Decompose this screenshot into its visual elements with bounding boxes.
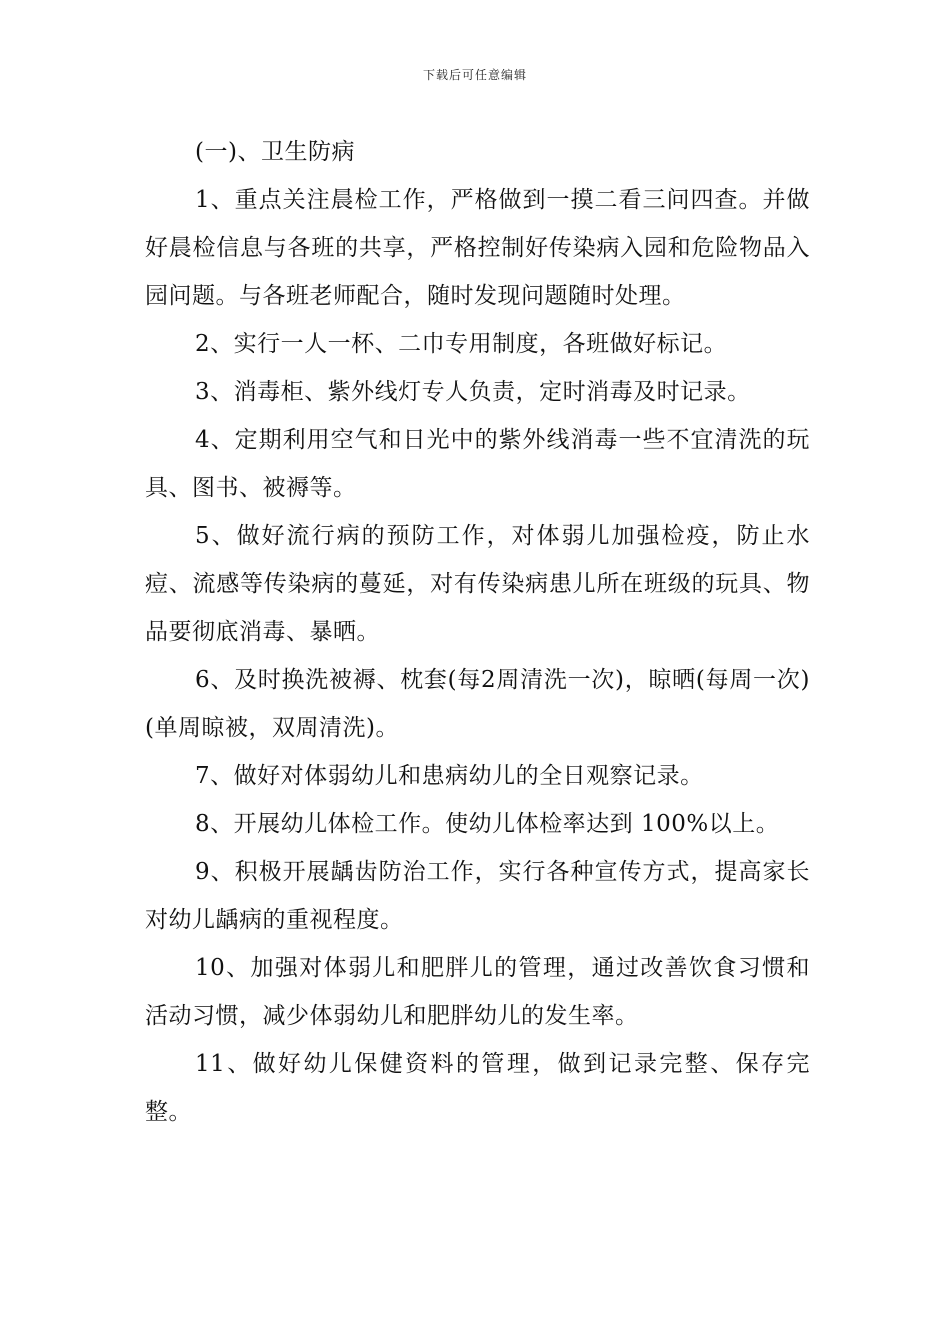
paragraph-9: 9、积极开展龋齿防治工作，实行各种宣传方式，提高家长对幼儿龋病的重视程度。 — [145, 859, 810, 933]
document-body — [145, 128, 810, 1136]
paragraph-11: 11、做好幼儿保健资料的管理，做到记录完整、保存完整。 — [145, 1051, 810, 1125]
paragraph-6: 6、及时换洗被褥、枕套(每2周清洗一次)，晾晒(每周一次)(单周晾被，双周清洗)。 — [145, 667, 810, 741]
paragraph-2: 2、实行一人一杯、二巾专用制度，各班做好标记。 — [195, 331, 728, 357]
paragraph-5: 5、做好流行病的预防工作，对体弱儿加强检疫，防止水痘、流感等传染病的蔓延，对有传染病患儿所在班级的玩具、物品要彻底消毒、暴晒。 — [145, 523, 810, 645]
paragraph-7: 7、做好对体弱幼儿和患病幼儿的全日观察记录。 — [195, 763, 704, 789]
paragraph-4: 4、定期利用空气和日光中的紫外线消毒一些不宜清洗的玩具、图书、被褥等。 — [145, 427, 810, 501]
section-heading: (一)、卫生防病 — [195, 139, 355, 165]
paragraph-1: 1、重点关注晨检工作，严格做到一摸二看三问四查。并做好晨检信息与各班的共享，严格控制好传染病入园和危险物品入园问题。与各班老师配合，随时发现问题随时处理。 — [145, 187, 810, 309]
paragraph-3: 3、消毒柜、紫外线灯专人负责，定时消毒及时记录。 — [195, 379, 751, 405]
paragraph-8: 8、开展幼儿体检工作。使幼儿体检率达到 100%以上。 — [195, 811, 780, 837]
paragraph-10: 10、加强对体弱儿和肥胖儿的管理，通过改善饮食习惯和活动习惯，减少体弱幼儿和肥胖幼儿的发生率。 — [145, 955, 810, 1029]
page-header: 下载后可任意编辑 — [422, 68, 527, 82]
